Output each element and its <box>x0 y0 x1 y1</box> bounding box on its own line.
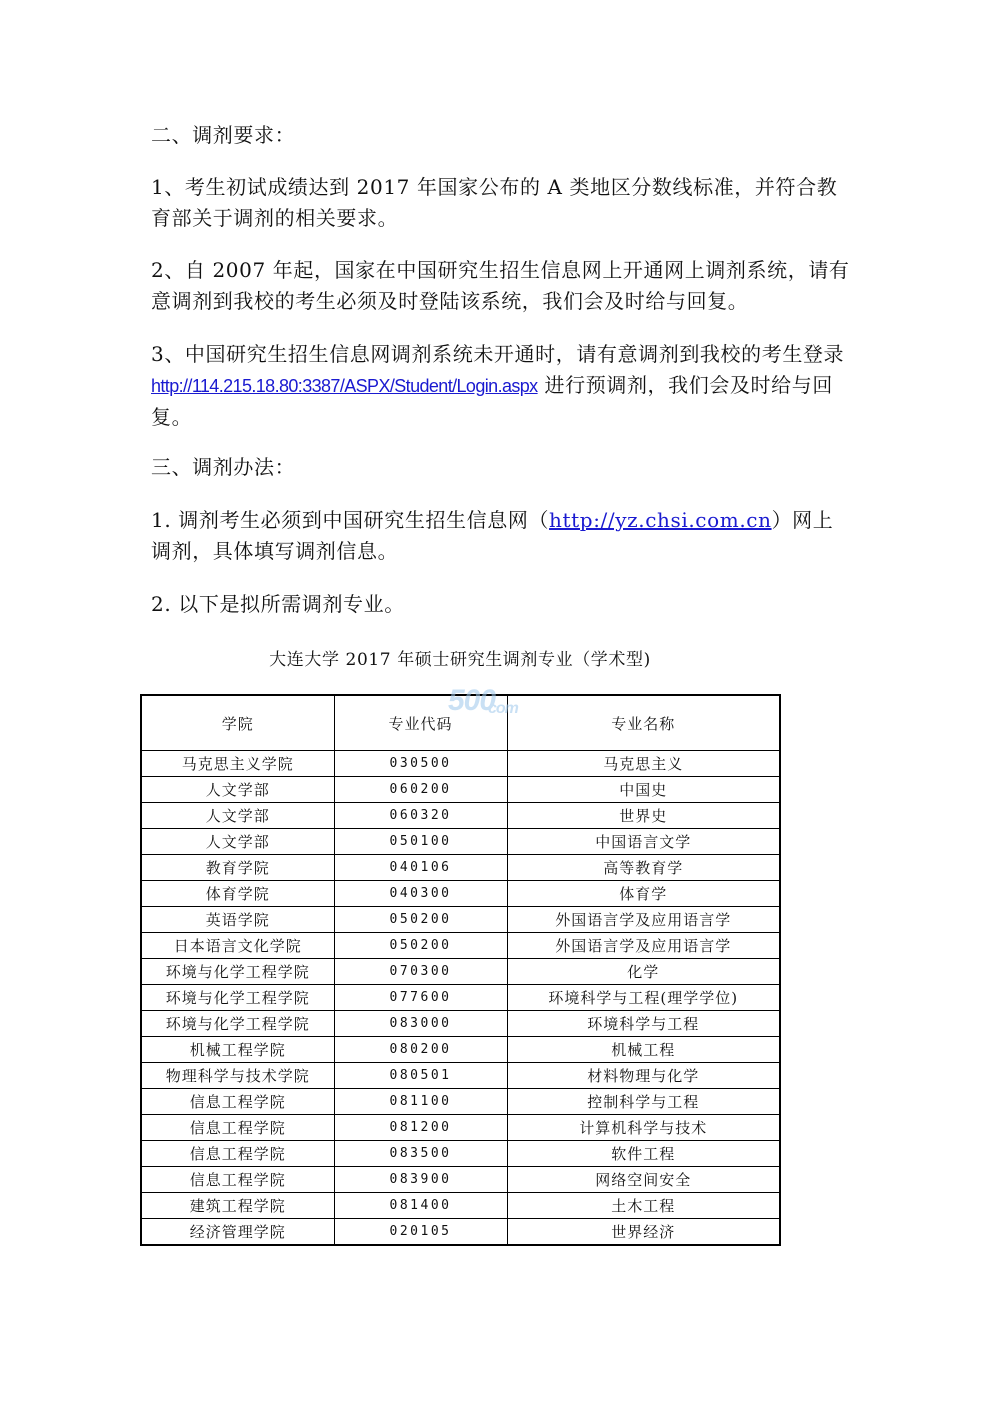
method-item-1-text-end: ）网上调剂，具体填写调剂信息。 <box>151 508 834 563</box>
requirement-item-2: 2、自 2007 年起，国家在中国研究生招生信息网上开通网上调剂系统，请有意调剂到我校的考生必须及时登陆该系统，我们会及时给与回复。 <box>151 258 850 313</box>
cell-major-name: 外国语言学及应用语言学 <box>507 933 780 959</box>
table-row <box>141 777 780 803</box>
cell-major-code: 020105 <box>334 1219 507 1246</box>
cell-major-code: 040300 <box>334 881 507 907</box>
cell-college: 英语学院 <box>141 907 334 933</box>
requirement-item-3-text-start: 3、中国研究生招生信息网调剂系统未开通时，请有意调剂到我校的考生登录 <box>151 342 845 366</box>
table-row <box>141 1141 780 1167</box>
cell-college: 人文学部 <box>141 803 334 829</box>
cell-major-name: 化学 <box>507 959 780 985</box>
method-item-1-text-start: 1. 调剂考生必须到中国研究生招生信息网（ <box>151 508 550 532</box>
cell-major-name: 材料物理与化学 <box>507 1063 780 1089</box>
table-body <box>141 751 780 1246</box>
cell-college: 环境与化学工程学院 <box>141 1011 334 1037</box>
requirement-item-3 <box>151 339 851 433</box>
cell-major-code: 081100 <box>334 1089 507 1115</box>
cell-college: 人文学部 <box>141 777 334 803</box>
cell-college: 环境与化学工程学院 <box>141 985 334 1011</box>
cell-college: 环境与化学工程学院 <box>141 959 334 985</box>
cell-college: 马克思主义学院 <box>141 751 334 777</box>
cell-college: 教育学院 <box>141 855 334 881</box>
method-item-2: 2. 以下是拟所需调剂专业。 <box>151 592 405 616</box>
cell-college: 信息工程学院 <box>141 1167 334 1193</box>
cell-major-code: 080501 <box>334 1063 507 1089</box>
table-row <box>141 1089 780 1115</box>
cell-college: 机械工程学院 <box>141 1037 334 1063</box>
table-row <box>141 933 780 959</box>
cell-major-code: 050200 <box>334 907 507 933</box>
table-row <box>141 1037 780 1063</box>
cell-college: 信息工程学院 <box>141 1089 334 1115</box>
cell-college: 信息工程学院 <box>141 1141 334 1167</box>
cell-major-code: 080200 <box>334 1037 507 1063</box>
cell-college: 物理科学与技术学院 <box>141 1063 334 1089</box>
header-college: 学院 <box>141 695 334 751</box>
cell-college: 人文学部 <box>141 829 334 855</box>
cell-major-code: 060320 <box>334 803 507 829</box>
cell-major-name: 马克思主义 <box>507 751 780 777</box>
table-row <box>141 985 780 1011</box>
table-row <box>141 1115 780 1141</box>
cell-major-name: 外国语言学及应用语言学 <box>507 907 780 933</box>
watermark-logo <box>448 684 518 718</box>
cell-major-name: 控制科学与工程 <box>507 1089 780 1115</box>
table-row <box>141 803 780 829</box>
header-major-code: 专业代码 <box>334 695 507 751</box>
method-item-1 <box>151 505 851 567</box>
cell-major-name: 土木工程 <box>507 1193 780 1219</box>
table-title: 大连大学 2017 年硕士研究生调剂专业（学术型) <box>269 650 651 670</box>
cell-major-code: 040106 <box>334 855 507 881</box>
cell-major-name: 网络空间安全 <box>507 1167 780 1193</box>
section-2-heading: 二、调剂要求： <box>151 123 296 147</box>
table-row <box>141 1011 780 1037</box>
cell-major-name: 高等教育学 <box>507 855 780 881</box>
cell-college: 建筑工程学院 <box>141 1193 334 1219</box>
requirement-item-1: 1、考生初试成绩达到 2017 年国家公布的 A 类地区分数线标准，并符合教育部关于调剂的相关要求。 <box>151 175 838 230</box>
table-row <box>141 907 780 933</box>
cell-college: 日本语言文化学院 <box>141 933 334 959</box>
cell-major-name: 中国史 <box>507 777 780 803</box>
cell-major-code: 060200 <box>334 777 507 803</box>
cell-college: 信息工程学院 <box>141 1115 334 1141</box>
table-row <box>141 829 780 855</box>
requirement-item-3-text-end: 进行预调剂，我们会及时给与回复。 <box>151 373 833 429</box>
majors-table <box>140 694 781 1246</box>
cell-major-name: 软件工程 <box>507 1141 780 1167</box>
table-row <box>141 1193 780 1219</box>
cell-major-code: 083900 <box>334 1167 507 1193</box>
table-row <box>141 1063 780 1089</box>
cell-major-code: 030500 <box>334 751 507 777</box>
cell-major-code: 083500 <box>334 1141 507 1167</box>
cell-major-name: 环境科学与工程 <box>507 1011 780 1037</box>
cell-major-code: 081400 <box>334 1193 507 1219</box>
cell-major-name: 体育学 <box>507 881 780 907</box>
cell-major-name: 世界史 <box>507 803 780 829</box>
cell-major-code: 070300 <box>334 959 507 985</box>
cell-major-name: 计算机科学与技术 <box>507 1115 780 1141</box>
table-row <box>141 751 780 777</box>
table-row <box>141 881 780 907</box>
cell-major-code: 077600 <box>334 985 507 1011</box>
cell-major-name: 中国语言文学 <box>507 829 780 855</box>
pre-adjustment-login-link[interactable]: http://114.215.18.80:3387/ASPX/Student/Login.aspx <box>151 376 538 396</box>
cell-major-name: 世界经济 <box>507 1219 780 1246</box>
table-row <box>141 1167 780 1193</box>
table-row <box>141 855 780 881</box>
cell-major-code: 050100 <box>334 829 507 855</box>
table-row <box>141 1219 780 1246</box>
section-3-heading: 三、调剂办法： <box>151 455 296 479</box>
cell-major-name: 机械工程 <box>507 1037 780 1063</box>
cell-major-code: 050200 <box>334 933 507 959</box>
watermark-main: 500 <box>448 684 496 717</box>
cell-major-code: 081200 <box>334 1115 507 1141</box>
cell-major-name: 环境科学与工程(理学学位) <box>507 985 780 1011</box>
header-major-name: 专业名称 <box>507 695 780 751</box>
watermark-sub: com <box>488 700 518 717</box>
table-row <box>141 959 780 985</box>
chsi-website-link[interactable]: http://yz.chsi.com.cn <box>549 508 772 532</box>
cell-major-code: 083000 <box>334 1011 507 1037</box>
cell-college: 经济管理学院 <box>141 1219 334 1246</box>
cell-college: 体育学院 <box>141 881 334 907</box>
